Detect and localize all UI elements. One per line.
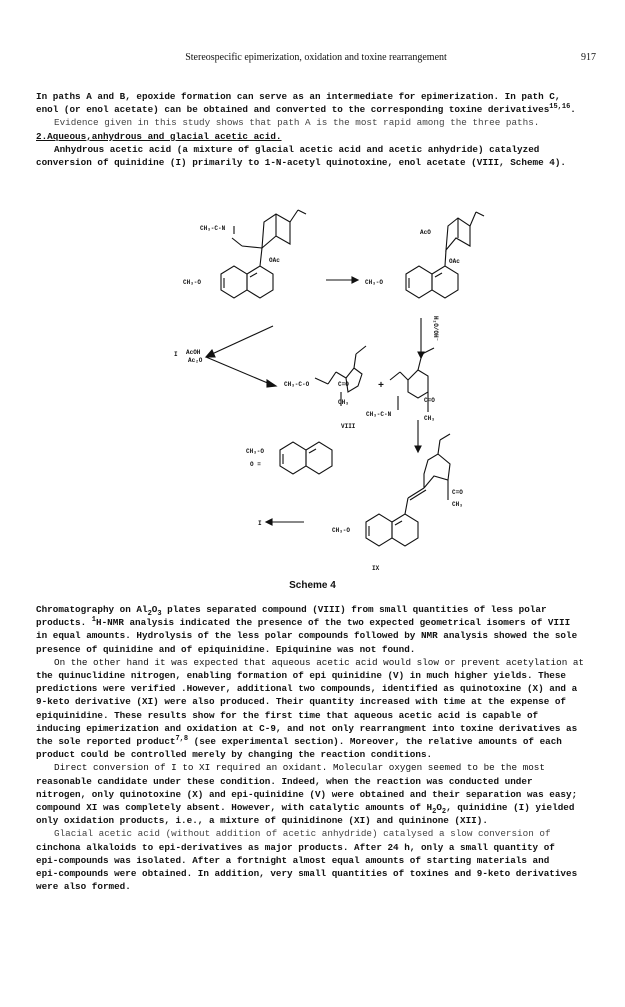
scheme-label-I: I	[174, 351, 178, 358]
scheme-label-ch3o: CH₃-O	[365, 279, 384, 286]
paragraph-line: only oxidation products, i.e., a mixture of quinidinone (XI) and quininone (XII).	[36, 815, 488, 827]
paragraph-line: predictions were verified .However, additional two compounds, identified as quinotoxine (X) and a	[36, 683, 578, 695]
scheme-label-ac: CH₃-C-N	[200, 225, 226, 232]
paragraph-line: epi-compounds was isolated. After a fortnight almost equal amounts of starting materials and	[36, 854, 550, 866]
paragraph-line: Direct conversion of I to XI required an oxidant. Molecular oxygen seemed to be the most	[54, 762, 545, 774]
molecule-enol-acetate	[406, 212, 484, 298]
scheme-label-I-bottom: I	[258, 520, 262, 527]
paragraph-line: in equal amounts. Hydrolysis of the less polar compounds followed by NMR analysis showed the sole	[36, 630, 578, 642]
body-text	[36, 603, 596, 893]
paragraph-line: 9-keto derivative (XI) were also produced. Their quantity increased with time at the expense of	[36, 696, 567, 708]
scheme-label-ch3: CH₃	[452, 501, 463, 508]
scheme-label-oac: OAc	[449, 258, 460, 265]
molecule-middle-left	[315, 346, 366, 406]
scheme-label-aco: AcO	[420, 229, 431, 236]
paragraph-line: the sole reported product$^{7,8}$ (see experimental section). Moreover, the relative amounts of each	[36, 734, 562, 748]
paragraph-line: epi-compounds were obtained. In addition, very small quantities of toxines and 9-keto derivatives	[36, 868, 578, 880]
scheme-label-ac2o: Ac₂O	[188, 357, 203, 364]
section-heading: 2.Aqueous,anhydrous and glacial acetic acid.	[36, 130, 282, 142]
scheme-label-plus: +	[378, 381, 385, 392]
running-title: Stereospecific epimerization, oxidation and toxine rearrangement	[185, 52, 447, 63]
scheme-label-ch3c: CH₃-C-N	[366, 411, 392, 418]
intro-line: conversion of quinidine (I) primarily to 1-N-acetyl quinotoxine, enol acetate (VIII, Scheme 4).	[36, 157, 567, 169]
scheme-label-ch3: CH₃	[424, 415, 435, 422]
scheme-label-acoh: AcOH	[186, 349, 201, 356]
scheme-label-ketone: C=O	[452, 489, 463, 496]
scheme-label-ch3o: CH₃-O	[183, 279, 202, 286]
paragraph-line: product could be controlled merely by changing the reaction conditions.	[36, 749, 433, 761]
intro-line: enol (or enol acetate) can be obtained and converted to the corresponding toxine derivatives$^{15,16}$.	[36, 103, 576, 116]
scheme-label-IX: IX	[372, 565, 380, 572]
paragraph-line: inducing epimerization and oxidation at C-9, and not only rearrangment into toxine derivatives as	[36, 722, 578, 734]
paragraph-line: the quinuclidine nitrogen, enabling formation of epi quinidine (V) in much higher yields. These	[36, 670, 567, 682]
scheme-label-VIII: VIII	[341, 423, 356, 430]
molecule-left-ketone	[280, 442, 332, 474]
intro-text	[36, 90, 596, 169]
scheme-label-ketone: C=O	[424, 397, 435, 404]
paragraph-line: reasonable candidate under these condition. Indeed, when the reaction was conducted under	[36, 775, 533, 787]
paragraph-line: epiquinidine. These results show for the first time that aqueous acetic acid is capable of	[36, 709, 539, 721]
reaction-scheme-figure	[36, 208, 596, 580]
intro-line: Evidence given in this study shows that path A is the most rapid among the three paths.	[54, 117, 540, 129]
scheme-label-hydrolysis: H₂O/OH⁻	[432, 316, 439, 342]
page-number: 917	[581, 52, 596, 63]
scheme-label-ch3o: CH₃-O	[246, 448, 265, 455]
scheme-label-ch3co: CH₃-C-O	[284, 381, 310, 388]
molecule-quinidine-acetyl	[221, 210, 306, 298]
paragraph-line: nitrogen, only quinotoxine (X) and epi-quinidine (V) were obtained and their separation was easy;	[36, 788, 578, 800]
running-header	[36, 52, 596, 66]
scheme-label-ch3: CH₃	[338, 399, 349, 406]
paragraph-line: Chromatography on $Al_2O_3$ plates separated compound (VIII) from small quantities of less polar	[36, 604, 547, 618]
paragraph-line: were also formed.	[36, 881, 131, 893]
intro-line: Anhydrous acetic acid (a mixture of glacial acetic acid and acetic anhydride) catalyzed	[54, 143, 540, 155]
scheme-label-oac: OAc	[269, 257, 280, 264]
scheme-caption: Scheme 4	[289, 580, 336, 591]
paragraph-line: Glacial acetic acid (without addition of acetic anhydride) catalysed a slow conversion of	[54, 828, 551, 840]
scheme-label-ch3o: CH₃-O	[332, 527, 351, 534]
paragraph-line: cinchona alkaloids to epi-derivatives as major products. After 24 h, only a small quantity of	[36, 841, 555, 853]
intro-line: In paths A and B, epoxide formation can serve as an intermediate for epimerization. In path C,	[36, 91, 561, 102]
molecule-IX	[366, 434, 450, 546]
paragraph-line: compound XI was completely absent. However, with catalytic amounts of $H_2O_2$, quinidine (I) yielded	[36, 802, 575, 816]
scheme-label-o-eq: O =	[250, 461, 261, 468]
scheme-label-ketone: C=O	[338, 381, 349, 388]
paragraph-line: On the other hand it was expected that aqueous acetic acid would slow or prevent acetylation at	[54, 656, 585, 668]
paragraph-line: products. $^1$H-NMR analysis indicated the presence of the two expected geometrical isomers of VIII	[36, 616, 571, 629]
paragraph-line: presence of quinidine and of epiquinidine. Epiquinine was not found.	[36, 643, 416, 655]
